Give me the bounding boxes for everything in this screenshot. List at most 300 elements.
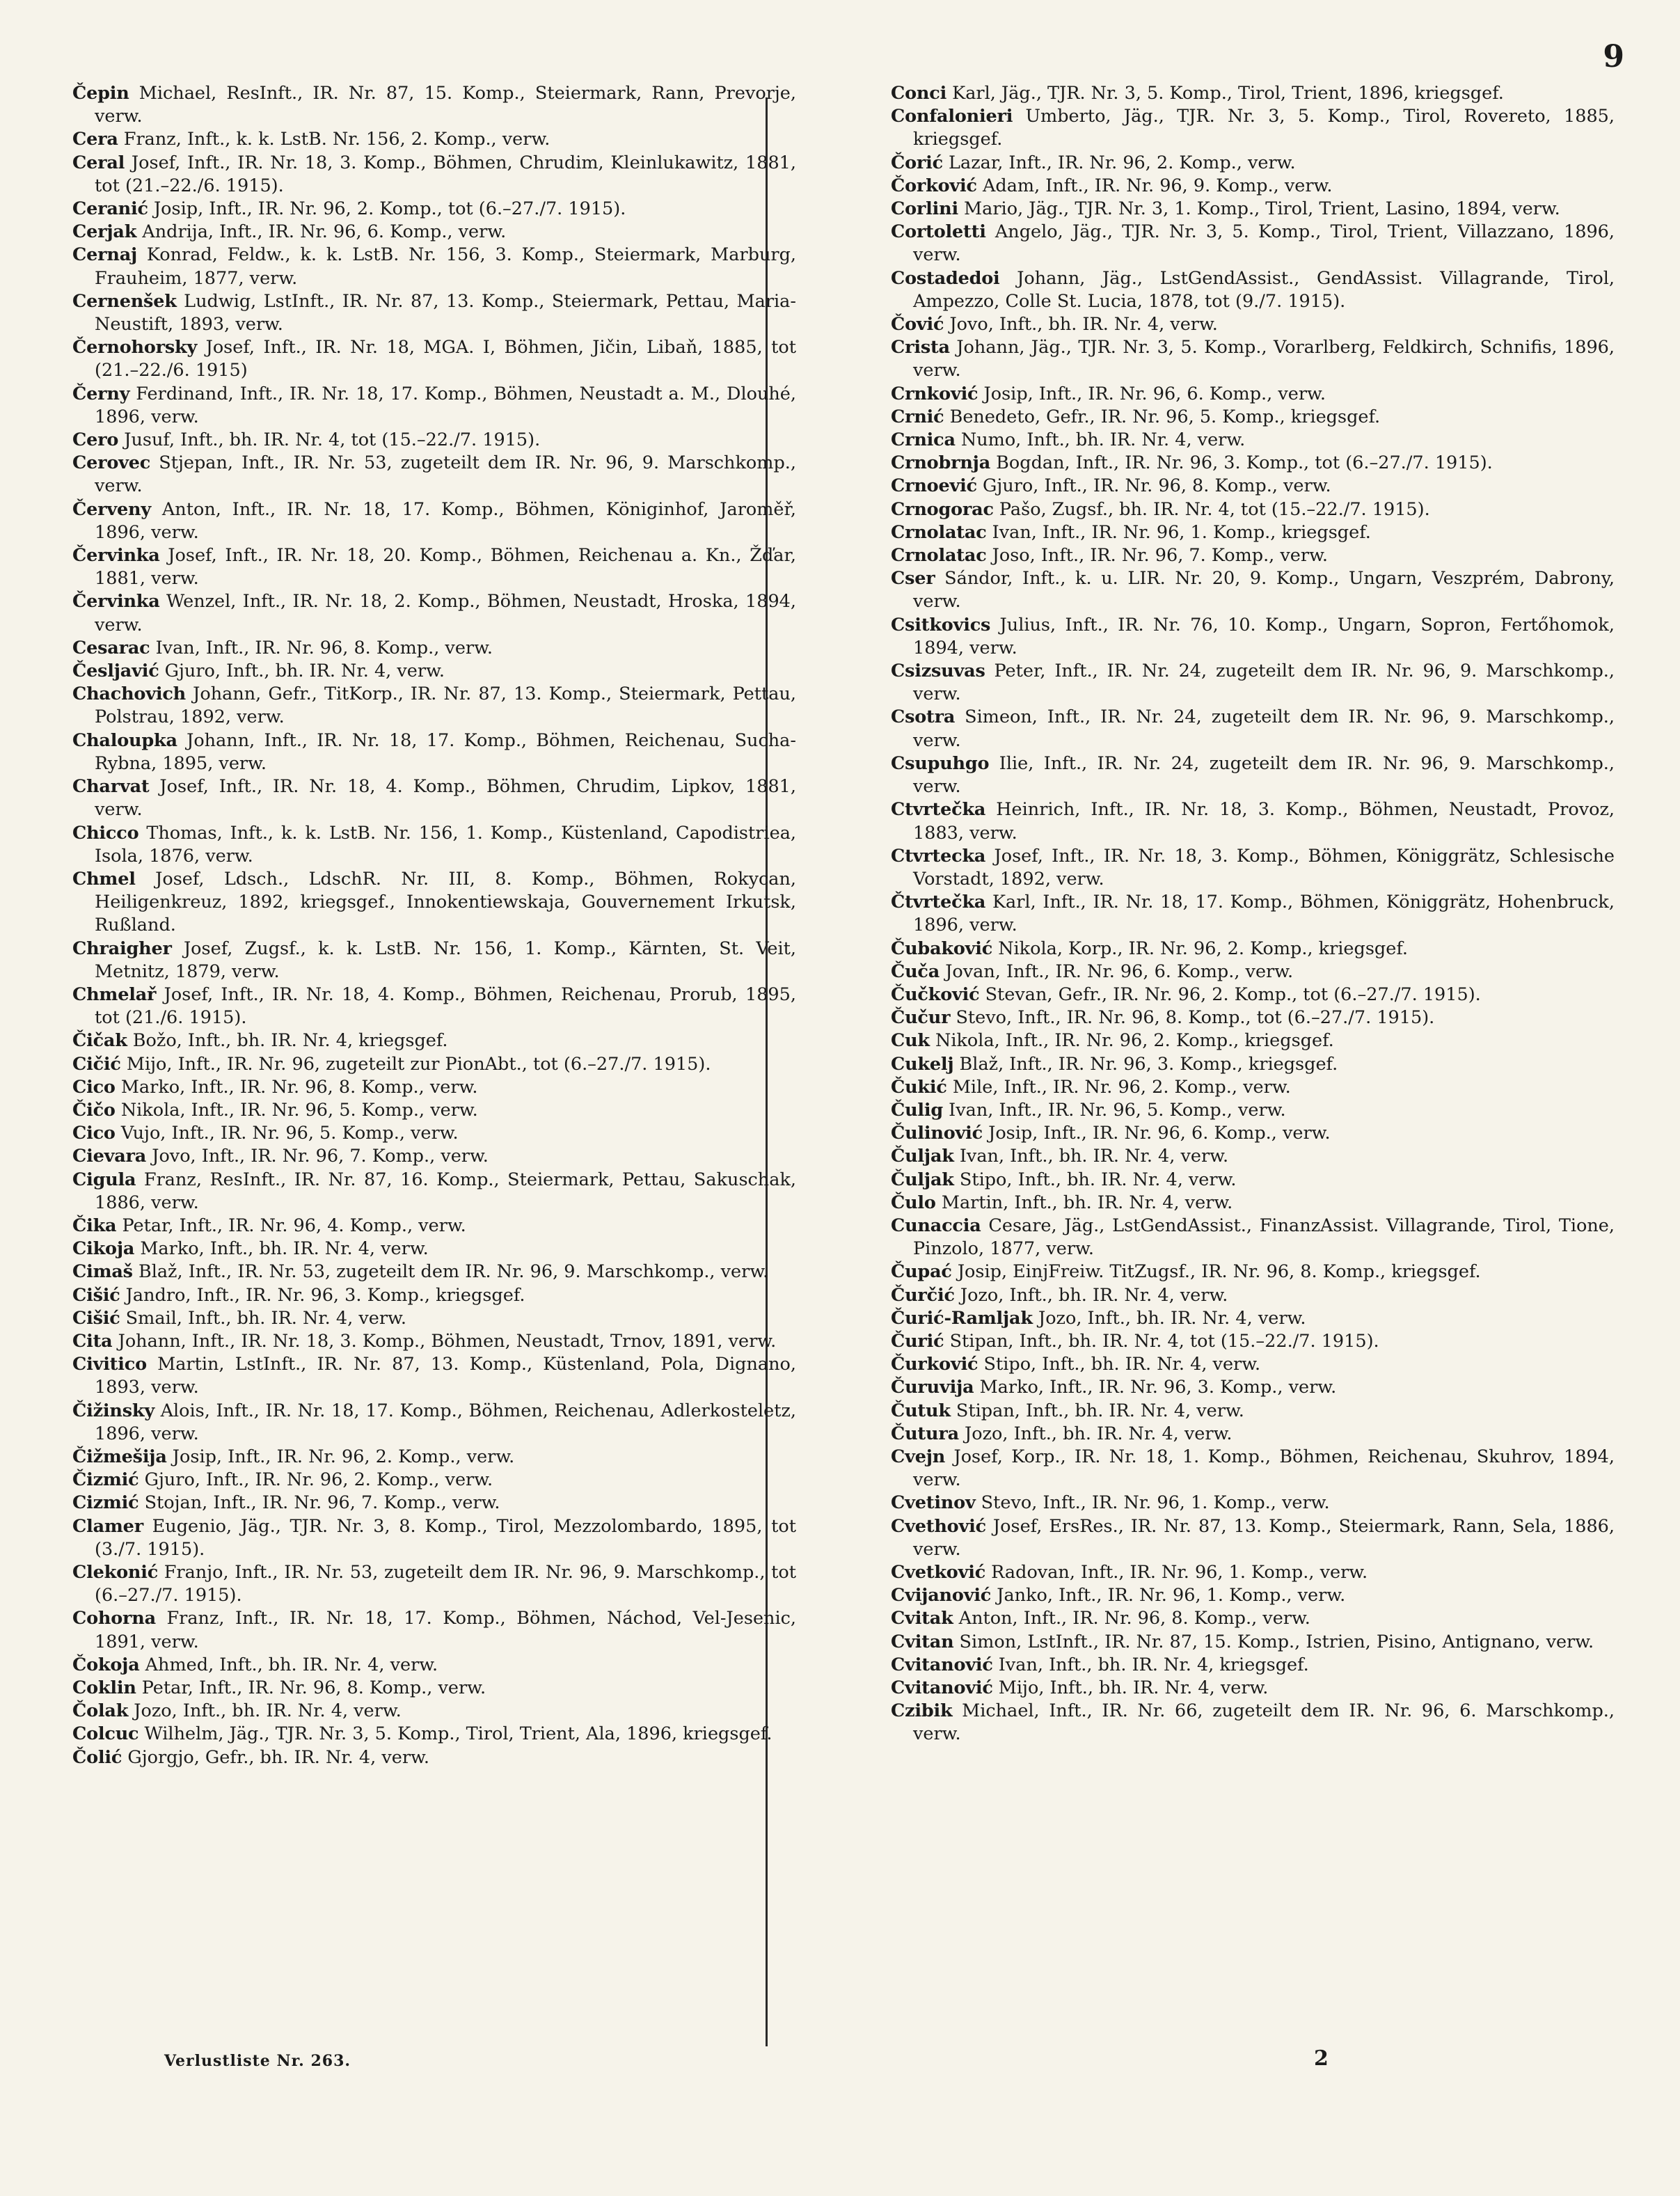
list-item	[891, 1584, 1615, 1607]
list-item	[891, 1330, 1615, 1353]
entry-surname: Čutura	[891, 1423, 959, 1444]
list-item	[891, 521, 1615, 544]
list-item	[72, 128, 796, 151]
list-item	[891, 1284, 1615, 1307]
entry-details: Martin, Inft., bh. IR. Nr. 4, verw.	[935, 1192, 1233, 1213]
list-item	[891, 267, 1615, 313]
entry-details: Mile, Inft., IR. Nr. 96, 2. Komp., verw.	[946, 1076, 1291, 1098]
entry-surname: Cohorna	[72, 1608, 156, 1629]
entry-surname: Cvijanović	[891, 1585, 992, 1606]
entry-details: Umberto, Jäg., TJR. Nr. 3, 5. Komp., Tirol, Rovereto, 1885, kriegsgef.	[913, 106, 1615, 150]
list-item	[891, 798, 1615, 844]
list-item	[891, 845, 1615, 891]
entry-surname: Cvitak	[891, 1608, 953, 1629]
entry-surname: Čižinsky	[72, 1400, 154, 1421]
list-item	[72, 290, 796, 336]
entry-surname: Čulinović	[891, 1123, 983, 1144]
list-item	[891, 1307, 1615, 1330]
entry-surname: Crnolatac	[891, 545, 987, 567]
entry-details: Blaž, Inft., IR. Nr. 53, zugeteilt dem IR. Nr. 96, 9. Marschkomp., verw.	[132, 1261, 769, 1283]
entry-details: Simeon, Inft., IR. Nr. 24, zugeteilt dem IR. Nr. 96, 9. Marschkomp., verw.	[913, 706, 1615, 751]
list-item	[72, 1400, 796, 1446]
entry-details: Lazar, Inft., IR. Nr. 96, 2. Komp., verw.	[942, 152, 1296, 173]
entry-surname: Česljavić	[72, 661, 159, 682]
entry-details: Gjuro, Inft., IR. Nr. 96, 8. Komp., verw.	[976, 475, 1331, 497]
entry-details: Joso, Inft., IR. Nr. 96, 7. Komp., verw.	[986, 545, 1328, 567]
list-item	[72, 1677, 796, 1700]
list-item	[72, 1654, 796, 1677]
entry-details: Jusuf, Inft., bh. IR. Nr. 4, tot (15.–22./7. 1915).	[118, 429, 541, 451]
entry-details: Thomas, Inft., k. k. LstB. Nr. 156, 1. Komp., Küstenland, Capodistriea, Isola, 1876, verw.	[95, 822, 796, 867]
list-item	[891, 1423, 1615, 1446]
entry-surname: Cico	[72, 1123, 116, 1144]
list-item	[891, 313, 1615, 336]
list-item	[72, 1469, 796, 1492]
entry-surname: Čurčić	[891, 1284, 955, 1306]
entry-surname: Cvetković	[891, 1562, 986, 1583]
entry-surname: Cernenšek	[72, 290, 177, 312]
entry-details: Heinrich, Inft., IR. Nr. 18, 3. Komp., Böhmen, Neustadt, Provoz, 1883, verw.	[913, 799, 1615, 844]
list-item	[891, 1145, 1615, 1168]
entry-surname: Čukić	[891, 1076, 947, 1098]
entry-details: Eugenio, Jäg., TJR. Nr. 3, 8. Komp., Tirol, Mezzolombardo, 1895, tot (3./7. 1915).	[95, 1515, 796, 1560]
list-item	[891, 891, 1615, 937]
entry-surname: Crnolatac	[891, 521, 987, 543]
entry-surname: Cizmić	[72, 1492, 139, 1514]
list-item	[72, 452, 796, 498]
entry-details: Franjo, Inft., IR. Nr. 53, zugeteilt dem IR. Nr. 96, 9. Marschkomp., tot (6.–27./7. 1915).	[95, 1562, 796, 1606]
list-item	[72, 1607, 796, 1653]
entry-details: Franz, Inft., k. k. LstB. Nr. 156, 2. Komp., verw.	[118, 129, 550, 150]
list-item	[72, 1215, 796, 1238]
entry-details: Mario, Jäg., TJR. Nr. 3, 1. Komp., Tirol, Trient, Lasino, 1894, verw.	[958, 198, 1560, 220]
entry-details: Josef, Inft., IR. Nr. 18, 3. Komp., Böhmen, Königgrätz, Schlesische Vorstadt, 1892, verw.	[913, 845, 1615, 890]
entry-details: Ivan, Inft., bh. IR. Nr. 4, verw.	[953, 1146, 1229, 1167]
entry-details: Stevo, Inft., IR. Nr. 96, 8. Komp., tot (6.–27./7. 1915).	[950, 1007, 1435, 1029]
list-item	[72, 1723, 796, 1746]
entry-details: Ludwig, LstInft., IR. Nr. 87, 13. Komp., Steiermark, Pettau, Maria-Neustift, 1893, verw.	[95, 290, 796, 335]
entry-surname: Crnobrnja	[891, 452, 991, 474]
list-item	[72, 429, 796, 452]
list-item	[72, 1053, 796, 1076]
entry-surname: Čurić	[891, 1330, 944, 1352]
entry-details: Ivan, Inft., IR. Nr. 96, 5. Komp., verw.	[943, 1099, 1286, 1121]
entry-details: Michael, Inft., IR. Nr. 66, zugeteilt dem IR. Nr. 96, 6. Marschkomp., verw.	[913, 1700, 1615, 1745]
list-item	[72, 221, 796, 244]
entry-details: Josip, EinjFreiw. TitZugsf., IR. Nr. 96, 8. Komp., kriegsgef.	[951, 1261, 1481, 1283]
entry-details: Johann, Gefr., TitKorp., IR. Nr. 87, 13. Komp., Steiermark, Pettau, Polstrau, 1892, verw.	[95, 684, 796, 728]
entry-surname: Cimaš	[72, 1261, 133, 1283]
entry-details: Nikola, Korp., IR. Nr. 96, 2. Komp., kriegsgef.	[992, 938, 1408, 959]
entry-details: Josef, Inft., IR. Nr. 18, MGA. I, Böhmen, Jičin, Libaň, 1885, tot (21.–22./6. 1915)	[95, 337, 796, 381]
entry-details: Michael, ResInft., IR. Nr. 87, 15. Komp., Steiermark, Rann, Prevorje, verw.	[95, 83, 796, 127]
list-item	[72, 1330, 796, 1353]
entry-details: Wilhelm, Jäg., TJR. Nr. 3, 5. Komp., Tirol, Trient, Ala, 1896, kriegsgef.	[138, 1723, 772, 1745]
entry-details: Stjepan, Inft., IR. Nr. 53, zugeteilt dem IR. Nr. 96, 9. Marschkomp., verw.	[95, 452, 796, 497]
list-item	[72, 637, 796, 660]
list-item	[72, 244, 796, 290]
entry-details: Stipo, Inft., bh. IR. Nr. 4, verw.	[953, 1169, 1237, 1190]
list-item	[72, 152, 796, 198]
entry-details: Jovo, Inft., IR. Nr. 96, 7. Komp., verw.	[146, 1146, 489, 1167]
entry-surname: Charvat	[72, 776, 150, 798]
list-item	[72, 660, 796, 683]
entry-surname: Colcuc	[72, 1723, 139, 1745]
entry-surname: Conci	[891, 83, 947, 104]
entry-details: Josef, Ldsch., LdschR. Nr. III, 8. Komp., Böhmen, Rokycan, Heiligenkreuz, 1892, kriegsgef., Innokentiewskaja, Gouvernement Irkutsk, Rußland.	[95, 868, 796, 936]
list-item	[72, 938, 796, 984]
entry-surname: Cvitanović	[891, 1654, 993, 1675]
entry-details: Konrad, Feldw., k. k. LstB. Nr. 156, 3. Komp., Steiermark, Marburg, Frauheim, 1877, verw.	[95, 244, 796, 289]
list-item	[891, 1400, 1615, 1423]
entry-details: Ivan, Inft., bh. IR. Nr. 4, kriegsgef.	[992, 1654, 1309, 1675]
entry-details: Karl, Inft., IR. Nr. 18, 17. Komp., Böhmen, Königgrätz, Hohenbruck, 1896, verw.	[913, 892, 1615, 936]
entry-surname: Červinka	[72, 545, 160, 567]
entry-details: Petar, Inft., IR. Nr. 96, 8. Komp., verw.	[136, 1677, 486, 1699]
entry-details: Ivan, Inft., IR. Nr. 96, 8. Komp., verw.	[150, 637, 493, 658]
entry-surname: Crnogorac	[891, 498, 994, 520]
list-item	[891, 1446, 1615, 1492]
entry-surname: Čuruvija	[891, 1377, 974, 1398]
list-item	[72, 336, 796, 382]
entry-surname: Csupuhgo	[891, 752, 990, 774]
list-item	[891, 1376, 1615, 1399]
list-item	[891, 567, 1615, 613]
entry-surname: Cero	[72, 429, 119, 451]
list-item	[72, 1446, 796, 1469]
entry-surname: Čović	[891, 314, 944, 335]
entry-details: Johann, Inft., IR. Nr. 18, 3. Komp., Böhmen, Neustadt, Trnov, 1891, verw.	[112, 1330, 777, 1352]
list-item	[891, 1053, 1615, 1076]
entry-surname: Čižmešija	[72, 1446, 167, 1467]
entry-surname: Cuk	[891, 1030, 930, 1052]
entry-details: Nikola, Inft., IR. Nr. 96, 2. Komp., kriegsgef.	[929, 1030, 1334, 1052]
entry-surname: Cesarac	[72, 637, 150, 658]
list-item	[891, 175, 1615, 198]
entry-surname: Čičo	[72, 1099, 116, 1121]
entry-surname: Čučur	[891, 1007, 951, 1029]
list-item	[72, 822, 796, 868]
footer-list-number: Verlustliste Nr. 263.	[164, 2052, 351, 2070]
list-item	[72, 683, 796, 729]
entry-surname: Cernaj	[72, 244, 138, 266]
list-item	[891, 1631, 1615, 1654]
list-item	[72, 1076, 796, 1099]
list-item	[891, 544, 1615, 567]
entry-details: Josip, Inft., IR. Nr. 96, 6. Komp., verw.	[983, 1123, 1331, 1144]
list-item	[891, 475, 1615, 498]
entry-surname: Cunaccia	[891, 1215, 981, 1236]
list-item	[891, 498, 1615, 521]
entry-surname: Čurić-Ramljak	[891, 1307, 1033, 1329]
list-item	[72, 1515, 796, 1561]
entry-details: Jovo, Inft., bh. IR. Nr. 4, verw.	[944, 314, 1218, 335]
entry-surname: Cvitanović	[891, 1677, 993, 1699]
list-item	[72, 198, 796, 221]
entry-details: Jovan, Inft., IR. Nr. 96, 6. Komp., verw.	[940, 961, 1294, 982]
entry-details: Gjuro, Inft., bh. IR. Nr. 4, verw.	[159, 661, 445, 682]
entry-surname: Čutuk	[891, 1400, 951, 1421]
entry-surname: Cievara	[72, 1146, 147, 1167]
list-item	[72, 1492, 796, 1515]
entry-surname: Chicco	[72, 822, 139, 844]
entry-surname: Ctvrtecka	[891, 845, 986, 867]
entry-details: Benedeto, Gefr., IR. Nr. 96, 5. Komp., kriegsgef.	[944, 406, 1381, 427]
page-number: 9	[1603, 39, 1624, 74]
list-item	[72, 1353, 796, 1399]
entry-details: Stipo, Inft., bh. IR. Nr. 4, verw.	[978, 1354, 1261, 1375]
list-item	[72, 590, 796, 636]
list-item	[891, 152, 1615, 175]
entry-details: Stipan, Inft., bh. IR. Nr. 4, verw.	[950, 1400, 1244, 1421]
list-item	[891, 336, 1615, 382]
entry-details: Jozo, Inft., bh. IR. Nr. 4, verw.	[958, 1423, 1233, 1444]
entry-surname: Ceranić	[72, 198, 148, 220]
entry-details: Stojan, Inft., IR. Nr. 96, 7. Komp., verw.	[138, 1492, 500, 1514]
entry-details: Karl, Jäg., TJR. Nr. 3, 5. Komp., Tirol, Trient, 1896, kriegsgef.	[946, 83, 1504, 104]
entry-surname: Crista	[891, 337, 950, 358]
entry-surname: Cišić	[72, 1307, 120, 1329]
entry-details: Josef, ErsRes., IR. Nr. 87, 13. Komp., Steiermark, Rann, Sela, 1886, verw.	[913, 1515, 1615, 1560]
list-item	[72, 1145, 796, 1168]
list-item	[891, 383, 1615, 406]
entry-surname: Čtvrtečka	[891, 892, 986, 913]
list-item	[891, 1561, 1615, 1584]
entry-surname: Chmelař	[72, 984, 157, 1005]
list-item	[72, 1307, 796, 1330]
entry-details: Mijo, Inft., bh. IR. Nr. 4, verw.	[992, 1677, 1269, 1699]
entry-surname: Cser	[891, 568, 935, 590]
list-item	[72, 1700, 796, 1723]
entry-surname: Cvitan	[891, 1631, 954, 1652]
entry-details: Vujo, Inft., IR. Nr. 96, 5. Komp., verw.	[115, 1123, 459, 1144]
entry-surname: Csotra	[891, 706, 956, 728]
list-item	[891, 221, 1615, 267]
entry-details: Božo, Inft., bh. IR. Nr. 4, kriegsgef.	[127, 1030, 448, 1052]
entry-surname: Čurković	[891, 1354, 978, 1375]
entry-surname: Coklin	[72, 1677, 136, 1699]
entry-surname: Cvejn	[891, 1446, 946, 1467]
entry-details: Mijo, Inft., IR. Nr. 96, zugeteilt zur PionAbt., tot (6.–27./7. 1915).	[120, 1053, 711, 1075]
entry-surname: Crnica	[891, 429, 956, 451]
entry-details: Radovan, Inft., IR. Nr. 96, 1. Komp., verw.	[985, 1562, 1368, 1583]
list-item	[891, 1515, 1615, 1561]
entry-surname: Chmel	[72, 868, 136, 890]
entry-surname: Cigula	[72, 1169, 136, 1190]
entry-details: Johann, Jäg., TJR. Nr. 3, 5. Komp., Vorarlberg, Feldkirch, Schnifis, 1896, verw.	[913, 337, 1615, 381]
list-item	[891, 452, 1615, 475]
entry-details: Anton, Inft., IR. Nr. 18, 17. Komp., Böhmen, Königinhof, Jaroměř, 1896, verw.	[95, 498, 796, 543]
entry-surname: Ctvrtečka	[891, 799, 986, 821]
entry-details: Johann, Jäg., LstGendAssist., GendAssist. Villagrande, Tirol, Ampezzo, Colle St. Lucia, 1878, tot (9./7. 1915).	[913, 267, 1615, 312]
entry-details: Josef, Korp., IR. Nr. 18, 1. Komp., Böhmen, Reichenau, Skuhrov, 1894, verw.	[913, 1446, 1615, 1491]
entry-surname: Čuljak	[891, 1169, 954, 1190]
entry-surname: Červinka	[72, 591, 160, 613]
entry-details: Julius, Inft., IR. Nr. 76, 10. Komp., Ungarn, Sopron, Fertőhomok, 1894, verw.	[913, 614, 1615, 658]
list-item	[891, 961, 1615, 984]
list-item	[72, 729, 796, 775]
list-item	[891, 1654, 1615, 1677]
entry-surname: Csitkovics	[891, 614, 991, 635]
entry-surname: Confalonieri	[891, 106, 1013, 127]
entry-surname: Cita	[72, 1330, 113, 1352]
entry-details: Josef, Zugsf., k. k. LstB. Nr. 156, 1. Komp., Kärnten, St. Veit, Metnitz, 1879, verw.	[95, 938, 796, 982]
entry-surname: Cišić	[72, 1284, 120, 1306]
entry-details: Janko, Inft., IR. Nr. 96, 1. Komp., verw.	[991, 1585, 1346, 1606]
entry-surname: Čupać	[891, 1261, 952, 1283]
entry-details: Johann, Inft., IR. Nr. 18, 17. Komp., Böhmen, Reichenau, Sucha-Rybna, 1895, verw.	[95, 729, 796, 774]
list-item	[891, 198, 1615, 221]
entry-details: Numo, Inft., bh. IR. Nr. 4, verw.	[955, 429, 1246, 451]
entry-surname: Cortoletti	[891, 221, 986, 243]
list-item	[72, 984, 796, 1029]
list-item	[72, 1284, 796, 1307]
entry-details: Petar, Inft., IR. Nr. 96, 4. Komp., verw.	[116, 1215, 466, 1236]
entry-surname: Červeny	[72, 498, 151, 520]
entry-details: Gjorgjo, Gefr., bh. IR. Nr. 4, verw.	[122, 1746, 429, 1768]
entry-surname: Čolak	[72, 1700, 129, 1722]
entry-details: Nikola, Inft., IR. Nr. 96, 5. Komp., verw.	[115, 1099, 478, 1121]
entry-details: Josip, Inft., IR. Nr. 96, 2. Komp., tot (6.–27./7. 1915).	[148, 198, 626, 220]
entry-surname: Čuljak	[891, 1146, 954, 1167]
entry-surname: Czibik	[891, 1700, 953, 1722]
entry-details: Martin, LstInft., IR. Nr. 87, 13. Komp., Küstenland, Pola, Dignano, 1893, verw.	[95, 1354, 796, 1398]
entry-surname: Crnković	[891, 383, 978, 404]
entry-details: Marko, Inft., IR. Nr. 96, 3. Komp., verw.	[974, 1377, 1337, 1398]
entry-details: Marko, Inft., IR. Nr. 96, 8. Komp., verw.	[115, 1076, 478, 1098]
entry-details: Josef, Inft., IR. Nr. 18, 4. Komp., Böhmen, Reichenau, Prorub, 1895, tot (21./6. 1915).	[95, 984, 796, 1029]
entry-details: Josef, Inft., IR. Nr. 18, 3. Komp., Böhmen, Chrudim, Kleinlukawitz, 1881, tot (21.–22./6. 1915).	[95, 152, 796, 196]
right-column	[891, 82, 1615, 2052]
list-item	[891, 406, 1615, 429]
list-item	[891, 1700, 1615, 1746]
entry-surname: Corlini	[891, 198, 958, 220]
entry-details: Pašo, Zugsf., bh. IR. Nr. 4, tot (15.–22./7. 1915).	[993, 498, 1430, 520]
entry-details: Jozo, Inft., bh. IR. Nr. 4, verw.	[954, 1284, 1228, 1306]
entry-details: Alois, Inft., IR. Nr. 18, 17. Komp., Böhmen, Reichenau, Adlerkosteletz, 1896, verw.	[95, 1400, 796, 1444]
list-item	[891, 938, 1615, 961]
entry-details: Jozo, Inft., bh. IR. Nr. 4, verw.	[128, 1700, 402, 1722]
entry-details: Josef, Inft., IR. Nr. 18, 20. Komp., Böhmen, Reichenau a. Kn., Žďar, 1881, verw.	[95, 545, 796, 590]
entry-surname: Čika	[72, 1215, 117, 1236]
list-item	[891, 1353, 1615, 1376]
entry-details: Simon, LstInft., IR. Nr. 87, 15. Komp., Istrien, Pisino, Antignano, verw.	[953, 1631, 1594, 1652]
list-item	[891, 660, 1615, 706]
entry-surname: Čokoja	[72, 1654, 140, 1675]
list-item	[72, 1561, 796, 1607]
list-item	[891, 1169, 1615, 1192]
list-item	[891, 1099, 1615, 1122]
entry-details: Josip, Inft., IR. Nr. 96, 2. Komp., verw.	[166, 1446, 515, 1467]
list-item	[891, 1492, 1615, 1515]
entry-details: Ivan, Inft., IR. Nr. 96, 1. Komp., kriegsgef.	[986, 521, 1371, 543]
entry-surname: Chachovich	[72, 684, 187, 705]
entry-surname: Cerovec	[72, 452, 151, 474]
entry-surname: Cikoja	[72, 1238, 135, 1260]
list-item	[72, 1122, 796, 1145]
entry-surname: Cukelj	[891, 1053, 954, 1075]
sheet-number: 2	[1314, 2046, 1329, 2071]
entry-details: Blaž, Inft., IR. Nr. 96, 3. Komp., kriegsgef.	[953, 1053, 1338, 1075]
entry-surname: Čepin	[72, 83, 129, 104]
left-column	[72, 82, 796, 2052]
list-item	[891, 1607, 1615, 1630]
entry-surname: Crnoević	[891, 475, 977, 497]
list-item	[72, 498, 796, 544]
entry-details: Marko, Inft., bh. IR. Nr. 4, verw.	[134, 1238, 429, 1260]
entry-surname: Cera	[72, 129, 118, 150]
entry-details: Jandro, Inft., IR. Nr. 96, 3. Komp., kriegsgef.	[120, 1284, 525, 1306]
entry-details: Josef, Inft., IR. Nr. 18, 4. Komp., Böhmen, Chrudim, Lipkov, 1881, verw.	[95, 776, 796, 821]
entry-details: Jozo, Inft., bh. IR. Nr. 4, verw.	[1032, 1307, 1306, 1329]
list-item	[891, 706, 1615, 752]
list-item	[891, 1192, 1615, 1215]
entry-details: Franz, ResInft., IR. Nr. 87, 16. Komp., Steiermark, Pettau, Sakuschak, 1886, verw.	[95, 1169, 796, 1213]
list-item	[72, 868, 796, 938]
entry-surname: Ceral	[72, 152, 125, 173]
list-item	[72, 1029, 796, 1052]
entry-details: Sándor, Inft., k. u. LIR. Nr. 20, 9. Komp., Ungarn, Veszprém, Dabrony, verw.	[913, 568, 1615, 613]
list-item	[72, 1261, 796, 1283]
list-item	[72, 1238, 796, 1261]
list-item	[891, 614, 1615, 660]
entry-details: Smail, Inft., bh. IR. Nr. 4, verw.	[120, 1307, 406, 1329]
entry-surname: Cvetinov	[891, 1492, 976, 1514]
entry-details: Andrija, Inft., IR. Nr. 96, 6. Komp., verw.	[136, 221, 507, 243]
entry-details: Ahmed, Inft., bh. IR. Nr. 4, verw.	[139, 1654, 438, 1675]
entry-surname: Čičak	[72, 1030, 127, 1052]
list-item	[891, 1029, 1615, 1052]
entry-surname: Chaloupka	[72, 729, 177, 751]
entry-surname: Čizmić	[72, 1469, 139, 1491]
entry-details: Adam, Inft., IR. Nr. 96, 9. Komp., verw.	[976, 175, 1333, 196]
entry-surname: Čulig	[891, 1099, 944, 1121]
list-item	[891, 82, 1615, 105]
entry-details: Peter, Inft., IR. Nr. 24, zugeteilt dem IR. Nr. 96, 9. Marschkomp., verw.	[913, 661, 1615, 705]
list-item	[72, 1099, 796, 1122]
entry-details: Stipan, Inft., bh. IR. Nr. 4, tot (15.–22./7. 1915).	[944, 1330, 1379, 1352]
list-item	[891, 752, 1615, 798]
list-item	[72, 82, 796, 128]
entry-surname: Čolić	[72, 1746, 122, 1768]
entry-surname: Csizsuvas	[891, 661, 985, 682]
entry-surname: Čorković	[891, 175, 977, 196]
entry-details: Josip, Inft., IR. Nr. 96, 6. Komp., verw.	[978, 383, 1326, 404]
entry-details: Bogdan, Inft., IR. Nr. 96, 3. Komp., tot (6.–27./7. 1915).	[990, 452, 1493, 474]
entry-surname: Cičić	[72, 1053, 121, 1075]
entry-details: Stevo, Inft., IR. Nr. 96, 1. Komp., verw.	[975, 1492, 1330, 1514]
list-item	[891, 429, 1615, 452]
list-item	[891, 1677, 1615, 1700]
entry-surname: Clamer	[72, 1515, 143, 1537]
list-item	[72, 544, 796, 590]
entry-details: Wenzel, Inft., IR. Nr. 18, 2. Komp., Böhmen, Neustadt, Hroska, 1894, verw.	[95, 591, 796, 635]
entry-surname: Cvethović	[891, 1515, 986, 1537]
entry-surname: Cerjak	[72, 221, 137, 243]
entry-surname: Civitico	[72, 1354, 147, 1375]
entry-surname: Cico	[72, 1076, 116, 1098]
entry-surname: Čulo	[891, 1192, 936, 1213]
entry-details: Angelo, Jäg., TJR. Nr. 3, 5. Komp., Tirol, Trient, Villazzano, 1896, verw.	[913, 221, 1615, 266]
list-item	[72, 1169, 796, 1215]
list-item	[891, 984, 1615, 1006]
entry-surname: Čuča	[891, 961, 940, 982]
entry-surname: Černy	[72, 383, 130, 404]
list-item	[72, 383, 796, 429]
entry-details: Franz, Inft., IR. Nr. 18, 17. Komp., Böhmen, Náchod, Vel-Jesenic, 1891, verw.	[95, 1608, 796, 1652]
list-item	[891, 1261, 1615, 1283]
list-item	[891, 1122, 1615, 1145]
